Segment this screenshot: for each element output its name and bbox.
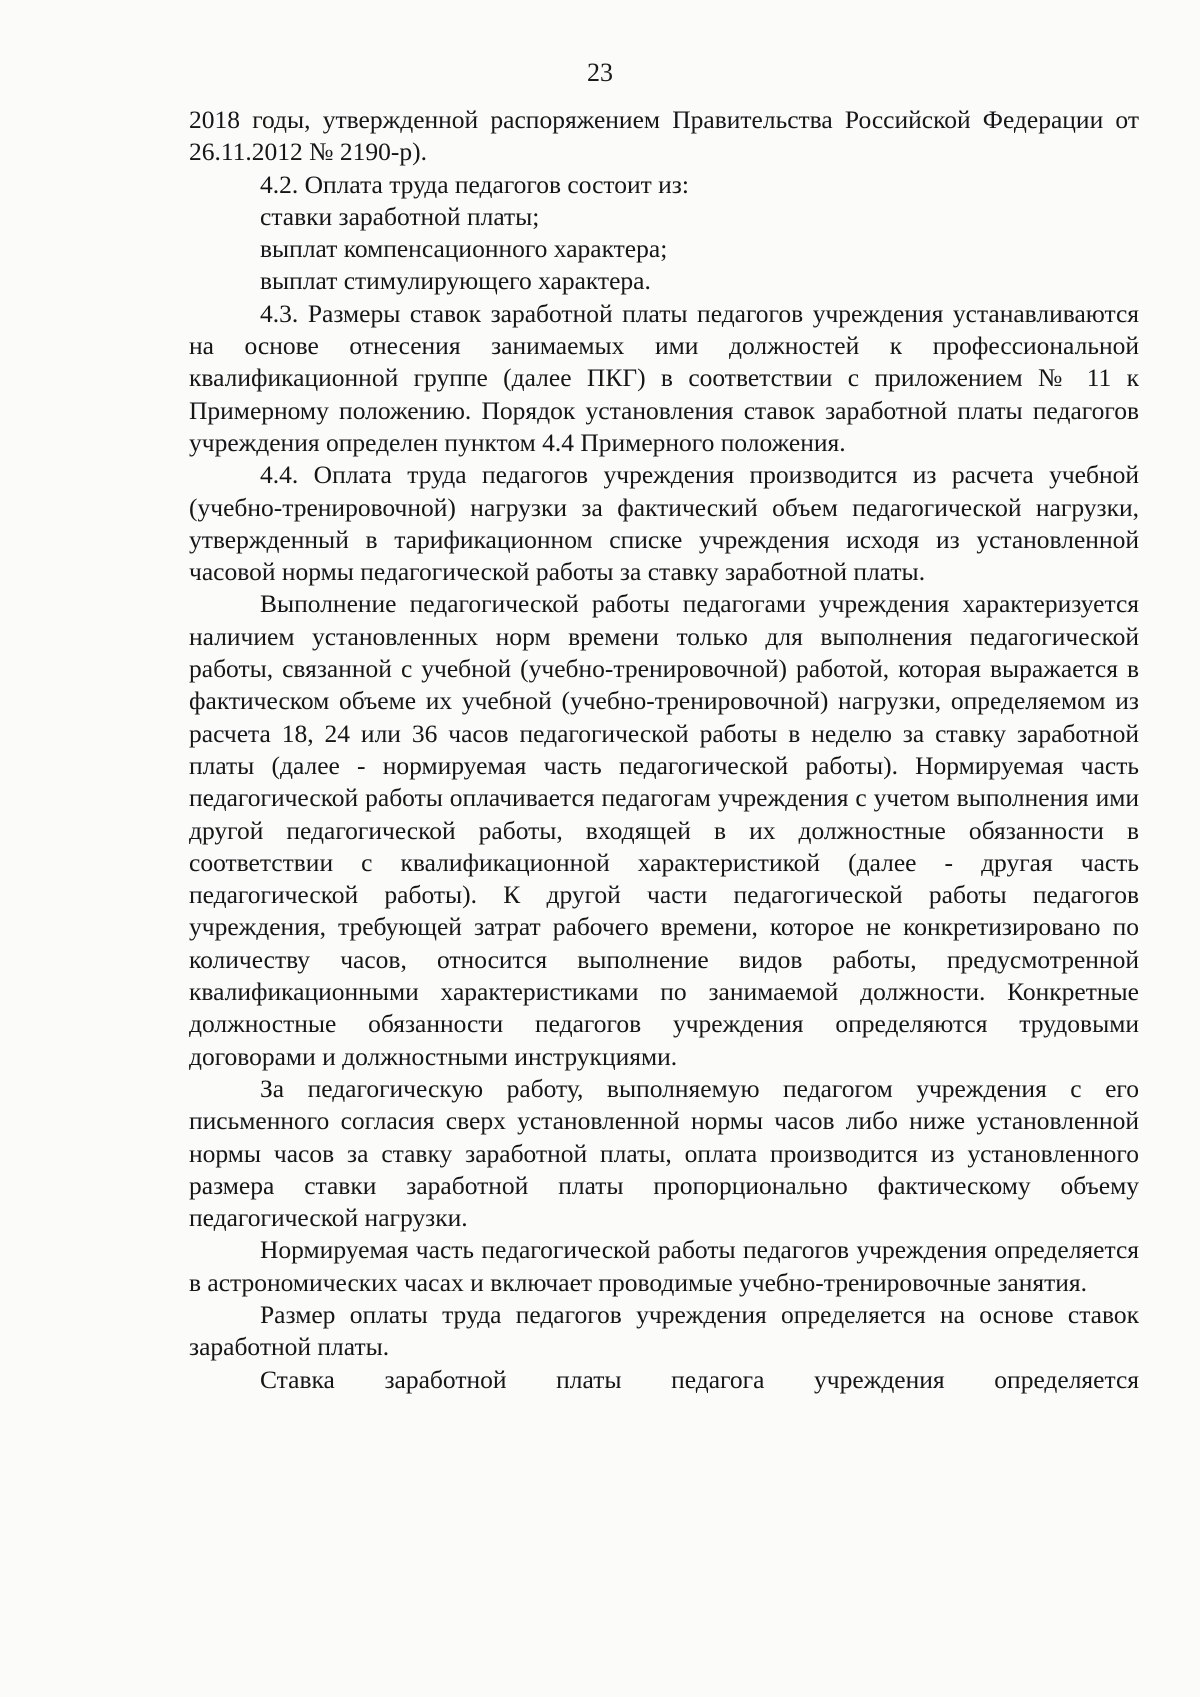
list-item-incentive: выплат стимулирующего характера.	[260, 266, 651, 296]
paragraph-extra-hours: За педагогическую работу, выполняемую педагогом учреждения с его письменного согласия сверх установленной нормы часов либо ниже установленной нормы часов за ставку заработной платы, оплата производится из установленного размера ставки заработной платы пропорционально фактическому объему педагогической нагрузки.	[189, 1073, 1139, 1233]
page-number: 23	[587, 58, 613, 87]
paragraph-4-4: 4.4. Оплата труда педагогов учреждения производится из расчета учебной (учебно-тренировочной) нагрузки за фактический объем педагогической нагрузки, утвержденный в тарификационном списке учреждения исходя из установленной часовой нормы педагогической работы за ставку заработной платы.	[189, 460, 1139, 587]
paragraph-4-2: 4.2. Оплата труда педагогов состоит из:	[260, 169, 689, 199]
paragraph-rate-definition: Ставка заработной платы педагога учреждения определяется	[260, 1364, 1139, 1394]
paragraph-normed-part: Нормируемая часть педагогической работы педагогов учреждения определяется в астрономических часах и включает проводимые учебно-тренировочные занятия.	[189, 1235, 1139, 1297]
paragraph-teaching-work: Выполнение педагогической работы педагогами учреждения характеризуется наличием установленных норм времени только для выполнения педагогической работы, связанной с учебной (учебно-тренировочной) работой, которая выражается в фактическом объеме их учебной (учебно-тренировочной) нагрузки, определяемом из расчета 18, 24 или 36 часов педагогической работы в неделю за ставку заработной платы (далее - нормируемая часть педагогической работы). Нормируемая часть педагогической работы оплачивается педагогам учреждения с учетом выполнения ими другой педагогической работы, входящей в их должностные обязанности в соответствии с квалификационной характеристикой (далее - другая часть педагогической работы). К другой части педагогической работы педагогов учреждения, требующей затрат рабочего времени, которое не конкретизировано по количеству часов, относится выполнение видов работы, предусмотренной квалификационными характеристиками по занимаемой должности. Конкретные должностные обязанности педагогов учреждения определяются трудовыми договорами и должностными инструкциями.	[189, 589, 1139, 1071]
paragraph-4-3: 4.3. Размеры ставок заработной платы педагогов учреждения устанавливаются на основе отнесения занимаемых ими должностей к профессиональной квалификационной группе (далее ПКГ) в соответствии с приложением № 11 к Примерному положению. Порядок установления ставок заработной платы педагогов учреждения определен пунктом 4.4 Примерного положения.	[189, 298, 1139, 457]
paragraph-pay-size: Размер оплаты труда педагогов учреждения определяется на основе ставок заработной платы.	[189, 1299, 1139, 1362]
paragraph-continuation: 2018 годы, утвержденной распоряжением Правительства Российской Федерации от 26.11.2012 № 2190-р).	[189, 105, 1139, 167]
document-body	[189, 104, 1139, 1396]
list-item-salary-rate: ставки заработной платы;	[260, 201, 540, 231]
list-item-compensation: выплат компенсационного характера;	[260, 234, 668, 264]
